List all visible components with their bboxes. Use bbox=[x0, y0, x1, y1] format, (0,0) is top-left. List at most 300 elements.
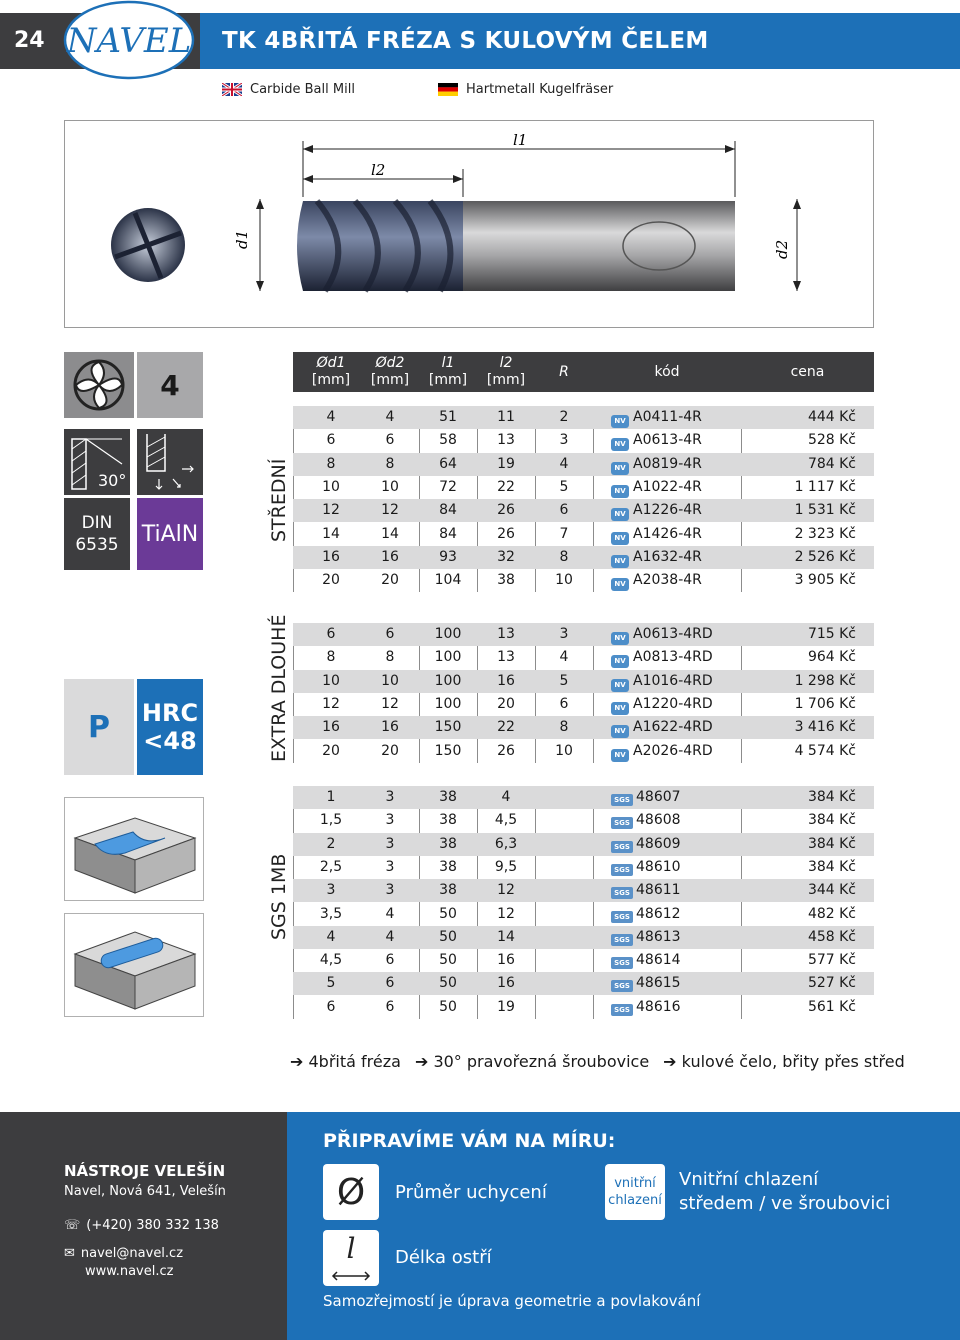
cell-code bbox=[611, 646, 741, 669]
cell-code bbox=[611, 453, 741, 476]
col-code: kód bbox=[654, 363, 680, 380]
cell-price: 384 Kč bbox=[807, 835, 856, 852]
cell-d1: 8 bbox=[326, 455, 336, 472]
cell-code bbox=[611, 740, 741, 763]
coating-badge: TiAlN bbox=[137, 498, 203, 570]
cell-r: 10 bbox=[555, 572, 573, 589]
table-row bbox=[293, 670, 874, 693]
cell-d1: 4,5 bbox=[319, 952, 343, 969]
sgs-logo-icon: SGS bbox=[611, 841, 633, 853]
pocket-illustration bbox=[64, 913, 204, 1017]
cell-d2: 3 bbox=[385, 812, 395, 829]
slot-illustration bbox=[64, 797, 204, 901]
navel-logo-icon: NV bbox=[611, 438, 629, 451]
cell-l1: 100 bbox=[434, 695, 462, 712]
lang-de bbox=[438, 82, 613, 97]
email[interactable]: ✉ navel@navel.cz bbox=[64, 1246, 184, 1261]
cell-d1: 14 bbox=[322, 525, 340, 542]
cell-l1: 38 bbox=[439, 835, 457, 852]
table-row bbox=[293, 453, 874, 476]
hardness-label: HRC bbox=[141, 699, 199, 727]
cell-l2: 22 bbox=[497, 478, 515, 495]
cell-price: 2 526 Kč bbox=[794, 548, 856, 565]
cell-d2: 16 bbox=[381, 719, 399, 736]
sgs-logo-icon: SGS bbox=[611, 817, 633, 829]
cell-d2: 8 bbox=[385, 649, 395, 666]
dim-l1: l1 bbox=[513, 131, 528, 149]
navel-logo bbox=[62, 0, 196, 80]
cell-d2: 6 bbox=[385, 626, 395, 642]
cell-price: 384 Kč bbox=[807, 858, 856, 875]
cell-l2: 19 bbox=[497, 455, 515, 472]
cell-l1: 72 bbox=[439, 478, 457, 495]
cell-code bbox=[611, 809, 741, 832]
cell-l1: 50 bbox=[439, 975, 457, 992]
navel-logo-icon: NV bbox=[611, 749, 629, 762]
diameter-icon: Ø bbox=[323, 1164, 379, 1220]
product-code: 48607 bbox=[636, 789, 681, 805]
cell-l2: 6,3 bbox=[494, 835, 518, 852]
cell-d1: 12 bbox=[322, 695, 340, 712]
din-badge bbox=[64, 498, 130, 570]
table-row bbox=[293, 996, 874, 1019]
cell-l2: 32 bbox=[497, 548, 515, 565]
cell-code bbox=[611, 856, 741, 879]
col-price: cena bbox=[790, 363, 825, 380]
cell-l1: 51 bbox=[439, 409, 457, 425]
table-row bbox=[293, 949, 874, 972]
arrow-right-icon: ➔ bbox=[663, 1052, 677, 1071]
cell-r: 5 bbox=[559, 478, 569, 495]
product-code: A0819-4R bbox=[633, 455, 702, 472]
cell-price: 964 Kč bbox=[807, 649, 856, 666]
cell-r: 3 bbox=[559, 432, 569, 449]
cell-l2: 22 bbox=[497, 719, 515, 736]
cell-d1: 2 bbox=[326, 835, 336, 852]
cell-d2: 12 bbox=[381, 502, 399, 519]
table-row bbox=[293, 926, 874, 949]
table-row bbox=[293, 646, 874, 669]
cell-d1: 20 bbox=[322, 572, 340, 589]
flute-profile-icon bbox=[64, 352, 134, 418]
feature-3: ➔ kulové čelo, břity přes střed bbox=[663, 1052, 905, 1071]
cell-l2: 14 bbox=[497, 928, 515, 945]
cell-code bbox=[611, 972, 741, 995]
cell-r: 4 bbox=[559, 455, 569, 472]
cell-code bbox=[611, 996, 741, 1019]
table-header bbox=[293, 352, 874, 392]
de-flag-icon bbox=[438, 83, 458, 96]
product-code: 48613 bbox=[636, 928, 681, 945]
cell-l2: 16 bbox=[497, 952, 515, 969]
cell-r: 2 bbox=[559, 409, 569, 425]
cell-price: 1 298 Kč bbox=[794, 672, 856, 689]
cell-price: 3 905 Kč bbox=[794, 572, 856, 589]
cell-l2: 11 bbox=[497, 409, 515, 425]
product-code: A1622-4RD bbox=[633, 719, 713, 736]
cell-l2: 13 bbox=[497, 649, 515, 666]
cell-d2: 10 bbox=[381, 478, 399, 495]
cell-r bbox=[535, 903, 593, 926]
cell-r bbox=[535, 786, 593, 809]
cell-r bbox=[535, 972, 593, 995]
cell-d2: 20 bbox=[381, 572, 399, 589]
cell-code bbox=[611, 546, 741, 569]
cell-price: 384 Kč bbox=[807, 812, 856, 829]
uk-flag-icon bbox=[222, 83, 242, 96]
table-row bbox=[293, 833, 874, 856]
cell-r: 7 bbox=[559, 525, 569, 542]
sgs-logo-icon: SGS bbox=[611, 911, 633, 923]
cell-d1: 3,5 bbox=[319, 905, 343, 922]
cell-l2: 4 bbox=[501, 789, 511, 805]
flute-count: 4 bbox=[137, 352, 203, 418]
cell-l1: 93 bbox=[439, 548, 457, 565]
sgs-logo-icon: SGS bbox=[611, 794, 633, 806]
cell-l2: 19 bbox=[497, 998, 515, 1015]
footer-custom bbox=[287, 1112, 960, 1340]
sgs-logo-icon: SGS bbox=[611, 934, 633, 946]
cell-d2: 20 bbox=[381, 742, 399, 759]
cell-d1: 12 bbox=[322, 502, 340, 519]
cell-d1: 16 bbox=[322, 719, 340, 736]
cell-l1: 104 bbox=[434, 572, 462, 589]
arrow-right-icon: ➔ bbox=[414, 1052, 429, 1071]
page-title: TK 4BŘITÁ FRÉZA S KULOVÝM ČELEM bbox=[222, 28, 709, 54]
cell-r: 4 bbox=[559, 649, 569, 666]
cell-code bbox=[611, 693, 741, 716]
option-cutting-length: Délka ostří bbox=[395, 1247, 492, 1268]
cell-d1: 1 bbox=[326, 789, 336, 805]
navel-logo-icon: NV bbox=[611, 632, 629, 645]
cell-d2: 12 bbox=[381, 695, 399, 712]
cell-d2: 14 bbox=[381, 525, 399, 542]
col-l1: l1 [mm] bbox=[428, 355, 468, 388]
product-code: A2026-4RD bbox=[633, 742, 713, 759]
navel-logo-icon: NV bbox=[611, 508, 629, 521]
cell-r: 6 bbox=[559, 695, 569, 712]
table-row bbox=[293, 856, 874, 879]
hardness-value: <48 bbox=[143, 727, 197, 755]
table-row bbox=[293, 476, 874, 499]
product-code: A1220-4RD bbox=[633, 695, 713, 712]
cell-code bbox=[611, 833, 741, 856]
cell-r: 8 bbox=[559, 548, 569, 565]
material-badge: P bbox=[64, 679, 134, 775]
cell-l1: 58 bbox=[439, 432, 457, 449]
sgs-logo-icon: SGS bbox=[611, 887, 633, 899]
features-line bbox=[290, 1052, 905, 1071]
navel-logo-icon: NV bbox=[611, 655, 629, 668]
navel-logo-icon: NV bbox=[611, 578, 629, 591]
product-code: 48614 bbox=[636, 952, 681, 969]
cell-l1: 50 bbox=[439, 952, 457, 969]
cell-d1: 5 bbox=[326, 975, 336, 992]
footer-note: Samozřejmostí je úprava geometrie a povlakování bbox=[323, 1292, 701, 1310]
navel-logo-icon: NV bbox=[611, 485, 629, 498]
product-code: A1022-4R bbox=[633, 478, 702, 495]
table-row bbox=[293, 429, 874, 452]
product-code: 48612 bbox=[636, 905, 681, 922]
cell-l2: 4,5 bbox=[494, 812, 518, 829]
cell-code bbox=[611, 523, 741, 546]
arrow-right-icon: ➔ bbox=[290, 1052, 304, 1071]
cell-d2: 6 bbox=[385, 998, 395, 1015]
cell-l2: 26 bbox=[497, 742, 515, 759]
cell-l1: 38 bbox=[439, 858, 457, 875]
section-label-extra-long: EXTRA DLOUHÉ bbox=[268, 614, 290, 762]
cell-l1: 150 bbox=[434, 719, 462, 736]
navel-logo-icon: NV bbox=[611, 532, 629, 545]
cell-l1: 50 bbox=[439, 928, 457, 945]
cell-code bbox=[611, 879, 741, 902]
cell-l1: 100 bbox=[434, 626, 462, 642]
cell-price: 4 574 Kč bbox=[794, 742, 856, 759]
product-code: A0613-4R bbox=[633, 432, 702, 449]
product-code: 48615 bbox=[636, 975, 681, 992]
company-name: NÁSTROJE VELEŠÍN bbox=[64, 1162, 226, 1180]
cell-r: 10 bbox=[555, 742, 573, 759]
cell-code bbox=[611, 786, 741, 809]
cell-price: 384 Kč bbox=[807, 789, 856, 805]
cell-l2: 12 bbox=[497, 882, 515, 899]
cell-l1: 38 bbox=[439, 812, 457, 829]
cell-d1: 4 bbox=[326, 928, 336, 945]
cell-l2: 12 bbox=[497, 905, 515, 922]
cell-l1: 84 bbox=[439, 525, 457, 542]
product-code: A2038-4R bbox=[633, 572, 702, 589]
navel-logo-icon: NV bbox=[611, 679, 629, 692]
option-shank-diameter: Průměr uchycení bbox=[395, 1182, 547, 1203]
table-row bbox=[293, 972, 874, 995]
table-row bbox=[293, 569, 874, 592]
cell-price: 715 Kč bbox=[807, 626, 856, 642]
cell-r bbox=[535, 833, 593, 856]
hardness-badge bbox=[137, 679, 203, 775]
cell-code bbox=[611, 949, 741, 972]
col-d2: Ød2 [mm] bbox=[370, 355, 410, 388]
cell-d1: 10 bbox=[322, 478, 340, 495]
cell-r: 8 bbox=[559, 719, 569, 736]
dim-l2: l2 bbox=[371, 161, 386, 179]
product-code: 48616 bbox=[636, 998, 681, 1015]
cell-code bbox=[611, 623, 741, 646]
cell-d2: 4 bbox=[385, 409, 395, 425]
cell-code bbox=[611, 476, 741, 499]
dim-d1: d1 bbox=[233, 229, 251, 249]
cell-code bbox=[611, 670, 741, 693]
product-code: A0613-4RD bbox=[633, 626, 713, 642]
cell-code bbox=[611, 716, 741, 739]
cell-d2: 4 bbox=[385, 928, 395, 945]
sgs-logo-icon: SGS bbox=[611, 864, 633, 876]
cell-l2: 20 bbox=[497, 695, 515, 712]
navel-logo-icon: NV bbox=[611, 415, 629, 428]
cell-l2: 13 bbox=[497, 432, 515, 449]
table-row bbox=[293, 499, 874, 522]
sgs-logo-icon: SGS bbox=[611, 957, 633, 969]
cell-d1: 16 bbox=[322, 548, 340, 565]
cell-d2: 4 bbox=[385, 905, 395, 922]
cell-l1: 50 bbox=[439, 998, 457, 1015]
cutting-direction-icon bbox=[137, 429, 203, 495]
din-number: 6535 bbox=[75, 535, 119, 555]
cell-code bbox=[611, 429, 741, 452]
phone-icon: ☏ bbox=[64, 1218, 81, 1233]
cell-l1: 100 bbox=[434, 649, 462, 666]
cell-l1: 64 bbox=[439, 455, 457, 472]
cell-d2: 6 bbox=[385, 975, 395, 992]
cooling-icon: vnitřní chlazení bbox=[605, 1164, 665, 1220]
cell-r: 5 bbox=[559, 672, 569, 689]
table-row bbox=[293, 740, 874, 763]
cell-l1: 100 bbox=[434, 672, 462, 689]
table-row bbox=[293, 879, 874, 902]
cell-l1: 38 bbox=[439, 882, 457, 899]
product-code: A1016-4RD bbox=[633, 672, 713, 689]
sgs-logo-icon: SGS bbox=[611, 1004, 633, 1016]
cell-code bbox=[611, 569, 741, 592]
cell-price: 784 Kč bbox=[807, 455, 856, 472]
section-label-medium: STŘEDNÍ bbox=[268, 458, 290, 542]
cell-d1: 3 bbox=[326, 882, 336, 899]
phone: ☏ (+420) 380 332 138 bbox=[64, 1218, 219, 1233]
cell-code bbox=[611, 903, 741, 926]
cell-d1: 1,5 bbox=[319, 812, 343, 829]
cell-d1: 4 bbox=[326, 409, 336, 425]
sgs-logo-icon: SGS bbox=[611, 980, 633, 992]
cell-l2: 16 bbox=[497, 975, 515, 992]
table-row bbox=[293, 406, 874, 429]
cell-d2: 6 bbox=[385, 952, 395, 969]
cell-price: 3 416 Kč bbox=[794, 719, 856, 736]
lang-en bbox=[222, 82, 355, 97]
product-code: A0813-4RD bbox=[633, 649, 713, 666]
product-code: 48609 bbox=[636, 835, 681, 852]
cell-price: 561 Kč bbox=[807, 998, 856, 1015]
cell-d1: 20 bbox=[322, 742, 340, 759]
cell-d1: 10 bbox=[322, 672, 340, 689]
logo-text: NAVEL bbox=[66, 21, 192, 61]
cell-d1: 6 bbox=[326, 998, 336, 1015]
cell-price: 1 706 Kč bbox=[794, 695, 856, 712]
cell-d1: 6 bbox=[326, 432, 336, 449]
cell-code bbox=[611, 499, 741, 522]
cell-r bbox=[535, 926, 593, 949]
cell-r: 6 bbox=[559, 502, 569, 519]
table-row bbox=[293, 693, 874, 716]
col-r: R bbox=[559, 363, 569, 380]
cell-d2: 16 bbox=[381, 548, 399, 565]
cell-price: 577 Kč bbox=[807, 952, 856, 969]
table-row bbox=[293, 716, 874, 739]
cell-code bbox=[611, 926, 741, 949]
dim-d2: d2 bbox=[773, 239, 791, 259]
length-icon: l bbox=[323, 1230, 379, 1286]
cell-l1: 84 bbox=[439, 502, 457, 519]
cell-d2: 3 bbox=[385, 882, 395, 899]
navel-logo-icon: NV bbox=[611, 725, 629, 738]
col-l2: l2 [mm] bbox=[486, 355, 526, 388]
cell-price: 444 Kč bbox=[807, 409, 856, 425]
cell-l2: 9,5 bbox=[494, 858, 518, 875]
cell-d2: 3 bbox=[385, 789, 395, 805]
tool-drawing bbox=[64, 120, 874, 328]
navel-logo-icon: NV bbox=[611, 555, 629, 568]
cell-d2: 10 bbox=[381, 672, 399, 689]
cell-price: 1 531 Kč bbox=[794, 502, 856, 519]
cell-price: 2 323 Kč bbox=[794, 525, 856, 542]
feature-1: ➔ 4břitá fréza bbox=[290, 1052, 401, 1071]
website-link[interactable]: www.navel.cz bbox=[85, 1264, 174, 1279]
product-code: A1226-4R bbox=[633, 502, 702, 519]
mail-icon: ✉ bbox=[64, 1246, 75, 1261]
lang-en-label: Carbide Ball Mill bbox=[250, 82, 355, 97]
cell-price: 458 Kč bbox=[807, 928, 856, 945]
feature-2: ➔ 30° pravořezná šroubovice bbox=[414, 1052, 650, 1071]
cell-l2: 13 bbox=[497, 626, 515, 642]
cell-l1: 150 bbox=[434, 742, 462, 759]
cell-price: 527 Kč bbox=[807, 975, 856, 992]
lang-de-label: Hartmetall Kugelfräser bbox=[466, 82, 614, 97]
table-row bbox=[293, 623, 874, 646]
cell-price: 1 117 Kč bbox=[794, 478, 856, 495]
cell-price: 482 Kč bbox=[807, 905, 856, 922]
cell-r: 3 bbox=[559, 626, 569, 642]
section-label-sgs: SGS 1MB bbox=[268, 853, 290, 940]
navel-logo-icon: NV bbox=[611, 702, 629, 715]
cell-l2: 16 bbox=[497, 672, 515, 689]
cell-l1: 38 bbox=[439, 789, 457, 805]
cell-d2: 3 bbox=[385, 858, 395, 875]
company-address: Navel, Nová 641, Velešín bbox=[64, 1184, 226, 1199]
cell-r bbox=[535, 809, 593, 832]
product-code: A1426-4R bbox=[633, 525, 702, 542]
din-label: DIN bbox=[81, 513, 113, 533]
helix-angle-badge bbox=[64, 429, 130, 495]
table-row bbox=[293, 523, 874, 546]
cell-price: 344 Kč bbox=[807, 882, 856, 899]
cell-d2: 8 bbox=[385, 455, 395, 472]
table-row bbox=[293, 546, 874, 569]
cell-l2: 26 bbox=[497, 502, 515, 519]
cell-r bbox=[535, 856, 593, 879]
cell-price: 528 Kč bbox=[807, 432, 856, 449]
col-d1: Ød1 [mm] bbox=[311, 355, 351, 388]
option-internal-cooling: Vnitřní chlazení středem / ve šroubovici bbox=[679, 1169, 891, 1214]
page-number: 24 bbox=[14, 28, 45, 53]
navel-logo-icon: NV bbox=[611, 462, 629, 475]
product-code: 48608 bbox=[636, 812, 681, 829]
product-code: A1632-4R bbox=[633, 548, 702, 565]
cell-r bbox=[535, 949, 593, 972]
product-code: A0411-4R bbox=[633, 409, 702, 425]
product-code: 48610 bbox=[636, 858, 681, 875]
cell-l1: 50 bbox=[439, 905, 457, 922]
cell-r bbox=[535, 996, 593, 1019]
custom-title: PŘIPRAVÍME VÁM NA MÍRU: bbox=[323, 1130, 616, 1152]
table-row bbox=[293, 786, 874, 809]
product-code: 48611 bbox=[636, 882, 681, 899]
cell-d2: 3 bbox=[385, 835, 395, 852]
cell-d1: 8 bbox=[326, 649, 336, 666]
footer-contact bbox=[0, 1112, 287, 1340]
cell-d2: 6 bbox=[385, 432, 395, 449]
helix-angle-value: 30° bbox=[98, 471, 127, 490]
cell-l2: 38 bbox=[497, 572, 515, 589]
cell-code bbox=[611, 406, 741, 429]
cell-l2: 26 bbox=[497, 525, 515, 542]
